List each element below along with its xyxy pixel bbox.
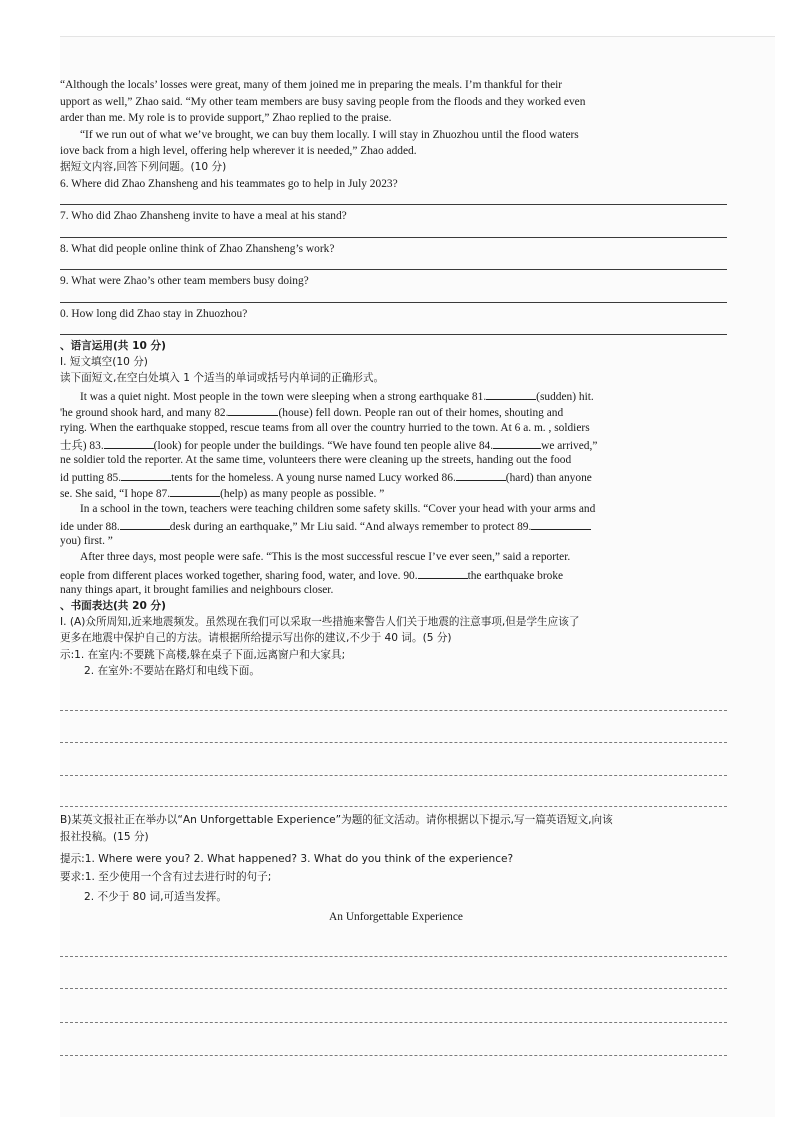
writing-line-a3[interactable] xyxy=(60,775,727,776)
answer-line-9[interactable] xyxy=(60,302,727,303)
task-a-hint: 示:1. 在室内:不要跳下高楼,躲在桌子下面,远离窗户和大家具; xyxy=(60,649,346,661)
cloze-text: 士兵) 83. xyxy=(60,440,104,452)
cloze-text: se. She said, “I hope 87. xyxy=(60,488,171,500)
cloze-text: eople from different places worked together, sharing food, water, and love. 90. xyxy=(60,570,418,582)
blank-84[interactable] xyxy=(493,436,541,449)
task-b-requirement: 2. 不少于 80 词,可适当发挥。 xyxy=(84,891,227,903)
cloze-text: desk during an earthquake,” Mr Liu said. “And always remember to protect 89. xyxy=(169,521,532,533)
blank-83[interactable] xyxy=(104,436,154,449)
cloze-text: (help) as many people as possible. ” xyxy=(220,488,385,500)
task-b-prompt: 报社投稿。(15 分) xyxy=(60,831,149,843)
writing-line-a4[interactable] xyxy=(60,806,727,807)
cloze-text: (hard) than anyone xyxy=(505,472,592,484)
answer-line-7[interactable] xyxy=(60,237,727,238)
answer-line-8[interactable] xyxy=(60,269,727,270)
questions-instruction: 据短文内容,回答下列问题。(10 分) xyxy=(60,161,227,173)
task-a-hint: 2. 在室外:不要站在路灯和电线下面。 xyxy=(84,665,260,677)
blank-88[interactable] xyxy=(120,517,170,530)
blank-81[interactable] xyxy=(486,387,536,400)
cloze-text: we arrived,” xyxy=(541,440,598,452)
task-a-prompt: 更多在地震中保护自己的方法。请根据所给提示写出你的建议,不少于 40 词。(5 分) xyxy=(60,632,452,644)
task-b-hint: 提示:1. Where were you? 2. What happened? 3. What do you think of the experience? xyxy=(60,853,514,865)
blank-86[interactable] xyxy=(456,468,506,481)
cloze-line xyxy=(60,484,732,502)
cloze-text: 'he ground shook hard, and many 82. xyxy=(60,407,229,419)
cloze-text: the earthquake broke xyxy=(467,570,564,582)
writing-line-b1[interactable] xyxy=(60,956,727,957)
blank-82[interactable] xyxy=(228,403,278,416)
cloze-line xyxy=(60,403,732,421)
section-heading-language: 、语言运用(共 10 分) xyxy=(60,340,166,352)
cloze-text: id putting 85. xyxy=(60,472,122,484)
cloze-line: In a school in the town, teachers were teaching children some safety skills. “Cover your head with your arms and xyxy=(80,503,596,515)
cloze-instruction: 读下面短文,在空白处填入 1 个适当的单词或括号内单词的正确形式。 xyxy=(60,372,385,384)
task-b-requirement: 要求:1. 至少使用一个含有过去进行时的句子; xyxy=(60,871,272,883)
cloze-text: (look) for people under the buildings. “We have found ten people alive 84. xyxy=(153,440,494,452)
cloze-line: you) first. ” xyxy=(60,535,113,547)
writing-line-b3[interactable] xyxy=(60,1022,727,1023)
subsection-cloze: I. 短文填空(10 分) xyxy=(60,356,148,368)
question-6: 6. Where did Zhao Zhansheng and his teammates go to help in July 2023? xyxy=(60,178,398,190)
passage-line: upport as well,” Zhao said. “My other team members are busy saving people from the floods and they worked even xyxy=(60,96,586,108)
passage-line: iove back from a high level, offering help wherever it is needed,” Zhao added. xyxy=(60,145,417,157)
cloze-line: nany things apart, it brought families and neighbours closer. xyxy=(60,584,334,596)
blank-85[interactable] xyxy=(121,468,171,481)
blank-87[interactable] xyxy=(170,484,220,497)
question-10: 0. How long did Zhao stay in Zhuozhou? xyxy=(60,308,248,320)
question-8: 8. What did people online think of Zhao Zhansheng’s work? xyxy=(60,243,335,255)
cloze-line: After three days, most people were safe. “This is the most successful rescue I’ve ever seen,” said a reporter. xyxy=(80,551,571,563)
passage-line: arder than me. My role is to provide support,” Zhao replied to the praise. xyxy=(60,112,392,124)
writing-line-a1[interactable] xyxy=(60,710,727,711)
task-b-prompt: B)某英文报社正在举办以“An Unforgettable Experience”为题的征文活动。请你根据以下提示,写一篇英语短文,向该 xyxy=(60,814,613,826)
section-heading-writing: 、书面表达(共 20 分) xyxy=(60,600,166,612)
blank-90[interactable] xyxy=(418,566,468,579)
passage-line: “If we run out of what we’ve brought, we can buy them locally. I will stay in Zhuozhou until the flood waters xyxy=(80,129,579,141)
writing-line-a2[interactable] xyxy=(60,742,727,743)
passage-line: “Although the locals’ losses were great, many of them joined me in preparing the meals. I’m thankful for their xyxy=(60,79,563,91)
cloze-text: (house) fell down. People ran out of their homes, shouting and xyxy=(278,407,564,419)
answer-line-6[interactable] xyxy=(60,204,727,205)
cloze-text: (sudden) hit. xyxy=(536,391,594,403)
cloze-text: It was a quiet night. Most people in the town were sleeping when a strong earthquake 81. xyxy=(80,391,487,403)
writing-line-b4[interactable] xyxy=(60,1055,727,1056)
task-a-prompt: I. (A)众所周知,近来地震频发。虽然现在我们可以采取一些措施来警告人们关于地震的注意事项,但是学生应该了 xyxy=(60,616,580,628)
blank-89[interactable] xyxy=(531,517,591,530)
cloze-text: ide under 88. xyxy=(60,521,120,533)
essay-title: An Unforgettable Experience xyxy=(329,911,463,923)
cloze-text: tents for the homeless. A young nurse named Lucy worked 86. xyxy=(171,472,456,484)
writing-line-b2[interactable] xyxy=(60,988,727,989)
cloze-line: ne soldier told the reporter. At the same time, volunteers there were cleaning up the streets, handing out the food xyxy=(60,454,572,466)
question-9: 9. What were Zhao’s other team members busy doing? xyxy=(60,275,309,287)
answer-line-10[interactable] xyxy=(60,334,727,335)
question-7: 7. Who did Zhao Zhansheng invite to have a meal at his stand? xyxy=(60,210,347,222)
cloze-line: rying. When the earthquake stopped, rescue teams from all over the country hurried to the town. At 6 a. m. , soldiers xyxy=(60,422,590,434)
